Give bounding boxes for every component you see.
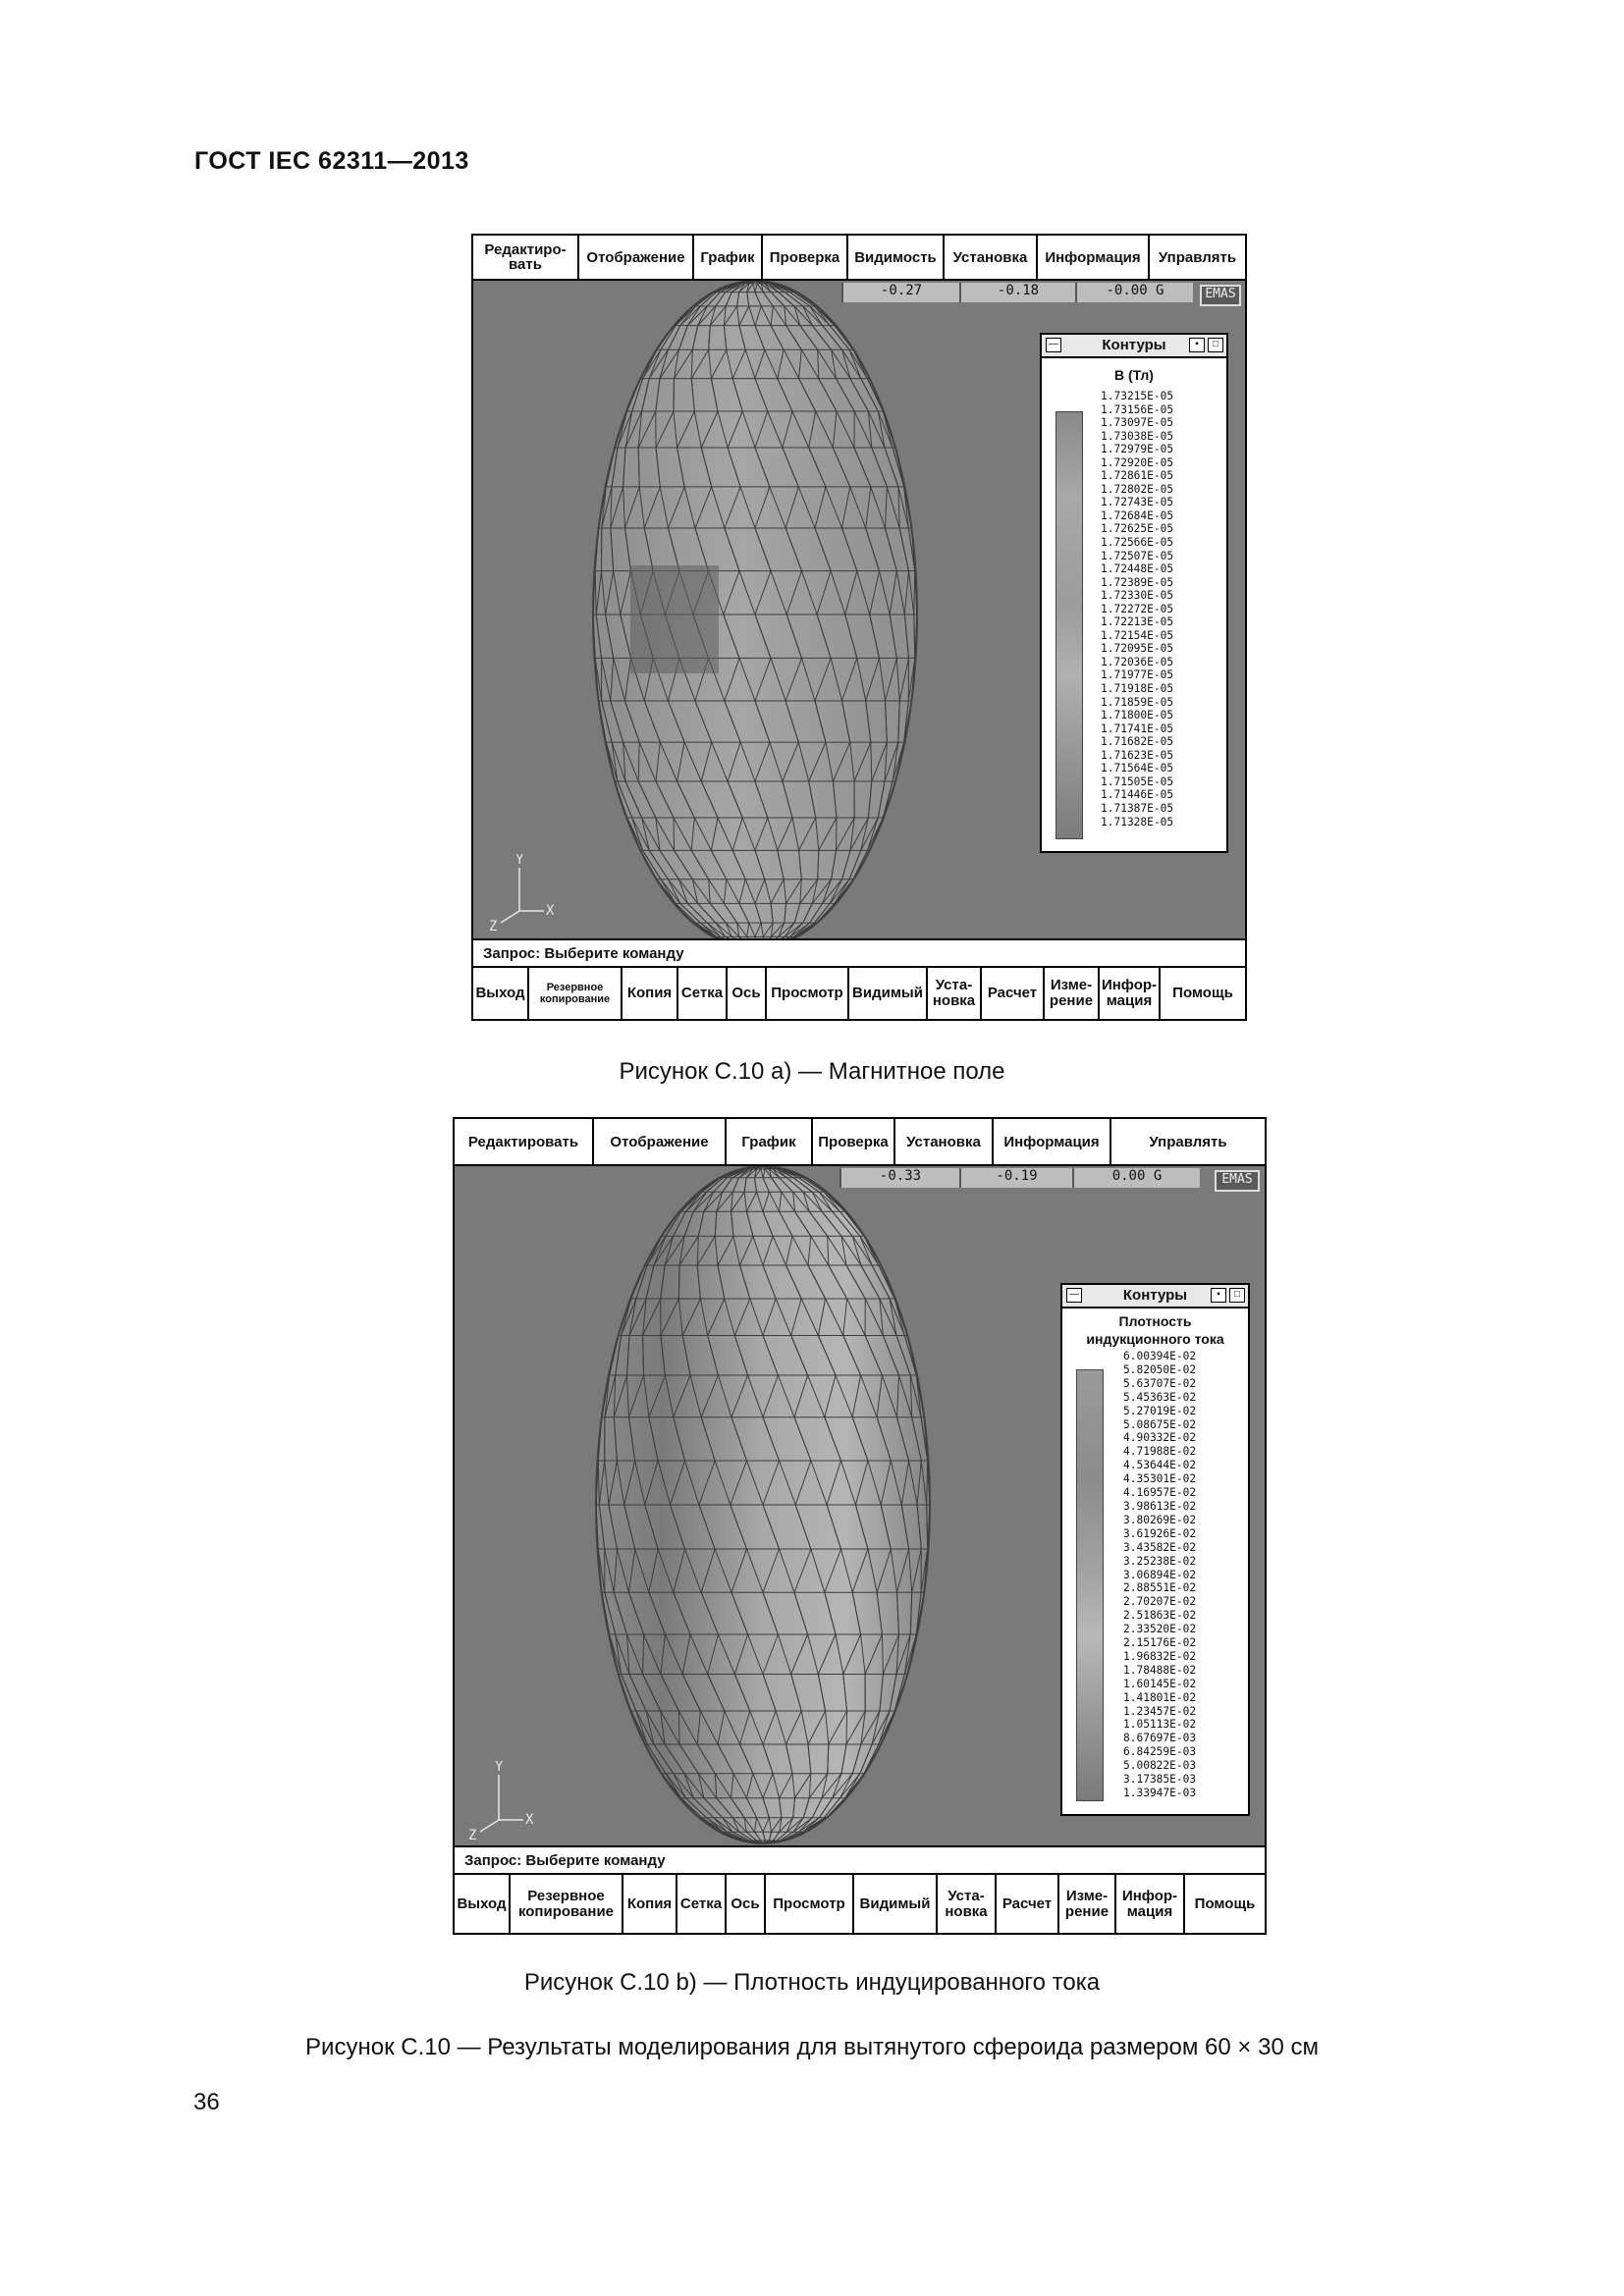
cmd-exit[interactable]: Выход — [473, 968, 529, 1019]
contour-levels-list — [1123, 1350, 1196, 1800]
contour-level: 1.72566E-05 — [1101, 536, 1174, 550]
cmd-axis[interactable]: Ось — [727, 1875, 766, 1933]
contour-level: 5.45363E-02 — [1123, 1390, 1197, 1404]
contour-level: 1.72448E-05 — [1101, 562, 1174, 576]
contours-panel — [1060, 1283, 1250, 1816]
contour-level: 1.71859E-05 — [1101, 695, 1174, 709]
menu-setup[interactable]: Установка — [895, 1119, 994, 1164]
color-scale-bar — [1076, 1369, 1104, 1801]
axis-y-label: Y — [515, 854, 524, 868]
cmd-view[interactable]: Просмотр — [766, 1875, 854, 1933]
restore-icon[interactable]: ▪ — [1189, 338, 1205, 352]
dark-region — [630, 565, 719, 673]
contour-level: 1.72507E-05 — [1101, 549, 1174, 562]
contour-level: 5.63707E-02 — [1123, 1376, 1197, 1390]
axis-x-label: X — [525, 1812, 533, 1828]
contour-level: 4.71988E-02 — [1123, 1445, 1197, 1459]
contour-level: 1.72743E-05 — [1101, 496, 1174, 509]
contour-level: 2.70207E-02 — [1123, 1595, 1197, 1609]
cmd-backup[interactable]: Резервное копирование — [511, 1875, 623, 1933]
command-bar — [473, 968, 1245, 1019]
figure-b-caption: Рисунок С.10 b) — Плотность индуцированного тока — [523, 1969, 1101, 1996]
menu-graph[interactable]: График — [694, 236, 763, 279]
contour-level: 2.33520E-02 — [1123, 1623, 1197, 1636]
contour-level: 1.72861E-05 — [1101, 469, 1174, 483]
contour-level: 3.25238E-02 — [1123, 1554, 1197, 1568]
coordinate-readout — [841, 283, 1193, 302]
emas-logo: EMAS — [1215, 1170, 1260, 1192]
contour-level: 3.17385E-03 — [1123, 1773, 1197, 1787]
menu-information[interactable]: Информация — [994, 1119, 1111, 1164]
contour-level: 3.06894E-02 — [1123, 1568, 1197, 1581]
contour-level: 3.98613E-02 — [1123, 1499, 1197, 1513]
coord-z: -0.00 G — [1075, 283, 1193, 302]
cmd-exit[interactable]: Выход — [455, 1875, 511, 1933]
contour-levels-list — [1101, 390, 1173, 828]
contour-level: 1.71387E-05 — [1101, 801, 1174, 815]
main-figure-caption: Рисунок С.10 — Результаты моделирования для вытянутого сфероида размером 60 × 30 см — [305, 2034, 1319, 2060]
axis-triad — [485, 854, 554, 933]
contour-level: 5.00822E-03 — [1123, 1759, 1197, 1773]
cmd-info[interactable]: Инфор- мация — [1100, 968, 1161, 1019]
contour-level: 1.71623E-05 — [1101, 748, 1174, 762]
contours-quantity-label: Плотность индукционного тока — [1086, 1313, 1224, 1347]
contour-level: 1.72095E-05 — [1101, 642, 1174, 656]
axis-z-label: Z — [468, 1828, 477, 1843]
maximize-icon[interactable]: □ — [1229, 1288, 1245, 1303]
coord-y: -0.18 — [959, 283, 1075, 302]
coord-z: 0.00 G — [1072, 1168, 1200, 1188]
contours-title: Контуры — [1102, 337, 1166, 353]
color-scale-bar — [1056, 411, 1083, 839]
cmd-view[interactable]: Просмотр — [767, 968, 849, 1019]
contour-level: 1.72154E-05 — [1101, 628, 1174, 642]
cmd-measure[interactable]: Изме- рение — [1045, 968, 1100, 1019]
cmd-grid[interactable]: Сетка — [677, 1875, 727, 1933]
figure-b-screenshot — [453, 1117, 1267, 1935]
minimize-icon[interactable]: — — [1046, 338, 1061, 352]
minimize-icon[interactable]: — — [1066, 1288, 1082, 1303]
contour-level: 2.88551E-02 — [1123, 1581, 1197, 1595]
menu-display[interactable]: Отображение — [579, 236, 694, 279]
contour-level: 1.71505E-05 — [1101, 774, 1174, 788]
contours-titlebar — [1062, 1285, 1248, 1308]
menu-visibility[interactable]: Видимость — [848, 236, 945, 279]
figure-a-caption: Рисунок С.10 а) — Магнитное поле — [619, 1058, 1005, 1085]
menu-display[interactable]: Отображение — [594, 1119, 727, 1164]
menu-bar — [473, 236, 1245, 281]
contour-level: 1.71977E-05 — [1101, 668, 1174, 682]
contour-level: 1.72684E-05 — [1101, 508, 1174, 522]
contour-level: 5.08675E-02 — [1123, 1417, 1197, 1431]
contour-level: 1.78488E-02 — [1123, 1663, 1197, 1677]
contour-level: 1.73215E-05 — [1101, 390, 1174, 402]
contour-level: 1.72625E-05 — [1101, 522, 1174, 536]
contour-level: 5.27019E-02 — [1123, 1404, 1197, 1417]
contour-level: 1.73097E-05 — [1101, 416, 1174, 430]
cmd-grid[interactable]: Сетка — [678, 968, 728, 1019]
coord-x: -0.27 — [841, 283, 959, 302]
cmd-setup[interactable]: Уста- новка — [928, 968, 982, 1019]
cmd-calculate[interactable]: Расчет — [982, 968, 1045, 1019]
menu-control[interactable]: Управлять — [1158, 248, 1237, 266]
command-prompt[interactable]: Запрос: Выберите команду — [455, 1845, 1265, 1875]
contour-level: 3.80269E-02 — [1123, 1513, 1197, 1526]
contour-level: 1.41801E-02 — [1123, 1690, 1197, 1704]
menu-edit[interactable]: Редактиро- вать — [473, 236, 579, 279]
figure-a-screenshot — [471, 234, 1247, 1021]
contour-level: 1.96832E-02 — [1123, 1649, 1197, 1663]
cmd-axis[interactable]: Ось — [728, 968, 767, 1019]
menu-edit[interactable]: Редактировать — [455, 1119, 594, 1164]
contour-level: 1.71564E-05 — [1101, 762, 1174, 775]
contour-level: 6.00394E-02 — [1123, 1350, 1197, 1362]
menu-information[interactable]: Информация — [1038, 236, 1150, 279]
cmd-help[interactable]: Помощь — [1194, 1895, 1256, 1912]
cmd-info[interactable]: Инфор- мация — [1116, 1875, 1185, 1933]
emas-logo: EMAS — [1200, 285, 1241, 306]
contour-level: 1.71446E-05 — [1101, 788, 1174, 802]
cmd-help[interactable]: Помощь — [1172, 985, 1233, 1001]
contour-level: 1.72802E-05 — [1101, 482, 1174, 496]
page-number: 36 — [193, 2089, 220, 2115]
contour-level: 5.82050E-02 — [1123, 1362, 1197, 1376]
contour-level: 6.84259E-03 — [1123, 1745, 1197, 1759]
contours-titlebar — [1042, 335, 1226, 358]
command-bar — [455, 1875, 1265, 1933]
contour-level: 1.73038E-05 — [1101, 429, 1174, 443]
contour-level: 4.35301E-02 — [1123, 1472, 1197, 1486]
contour-level: 1.71800E-05 — [1101, 709, 1174, 722]
coordinate-readout — [839, 1168, 1200, 1188]
axis-triad — [464, 1761, 533, 1843]
contours-panel — [1040, 333, 1228, 853]
contour-level: 8.67697E-03 — [1123, 1732, 1197, 1745]
cmd-visible[interactable]: Видимый — [854, 1875, 938, 1933]
contour-level: 1.72036E-05 — [1101, 655, 1174, 668]
menu-check[interactable]: Проверка — [813, 1119, 895, 1164]
cmd-copy[interactable]: Копия — [623, 1875, 677, 1933]
menu-setup[interactable]: Установка — [945, 236, 1038, 279]
contour-level: 1.33947E-03 — [1123, 1787, 1197, 1799]
contour-level: 1.60145E-02 — [1123, 1677, 1197, 1690]
menu-check[interactable]: Проверка — [763, 236, 848, 279]
contour-level: 1.23457E-02 — [1123, 1704, 1197, 1718]
contour-level: 1.71682E-05 — [1101, 735, 1174, 749]
cmd-calculate[interactable]: Расчет — [997, 1875, 1059, 1933]
axis-z-label: Z — [489, 919, 498, 933]
contour-level: 4.53644E-02 — [1123, 1459, 1197, 1472]
contour-level: 3.43582E-02 — [1123, 1540, 1197, 1554]
coord-x: -0.33 — [839, 1168, 959, 1188]
contour-level: 1.72213E-05 — [1101, 615, 1174, 629]
contour-level: 1.72979E-05 — [1101, 443, 1174, 456]
contour-level: 1.71328E-05 — [1101, 815, 1174, 828]
contour-level: 4.90332E-02 — [1123, 1431, 1197, 1445]
contour-level: 4.16957E-02 — [1123, 1486, 1197, 1500]
cmd-backup[interactable]: Резервное копирование — [529, 968, 623, 1019]
cmd-copy[interactable]: Копия — [623, 968, 678, 1019]
contour-level: 2.15176E-02 — [1123, 1636, 1197, 1650]
axis-y-label: Y — [495, 1761, 504, 1775]
axis-x-label: X — [546, 903, 554, 919]
contours-title: Контуры — [1122, 1287, 1188, 1304]
menu-graph[interactable]: График — [727, 1119, 813, 1164]
contour-level: 1.72389E-05 — [1101, 575, 1174, 589]
coord-y: -0.19 — [959, 1168, 1072, 1188]
contours-quantity-label: B (Тл) — [1114, 367, 1154, 383]
contour-level: 1.72330E-05 — [1101, 589, 1174, 603]
cmd-setup[interactable]: Уста- новка — [938, 1875, 997, 1933]
contour-level: 1.72920E-05 — [1101, 455, 1174, 469]
contour-level: 1.71741E-05 — [1101, 721, 1174, 735]
document-header: ГОСТ IEC 62311—2013 — [194, 147, 469, 175]
command-prompt[interactable]: Запрос: Выберите команду — [473, 938, 1245, 968]
contour-level: 1.73156E-05 — [1101, 402, 1174, 416]
maximize-icon[interactable]: □ — [1208, 338, 1223, 352]
contour-level: 1.72272E-05 — [1101, 602, 1174, 615]
contour-level: 2.51863E-02 — [1123, 1609, 1197, 1623]
cmd-measure[interactable]: Изме- рение — [1059, 1875, 1116, 1933]
cmd-visible[interactable]: Видимый — [849, 968, 928, 1019]
contour-level: 1.71918E-05 — [1101, 682, 1174, 696]
menu-control[interactable]: Управлять — [1149, 1133, 1227, 1150]
contour-level: 1.05113E-02 — [1123, 1718, 1197, 1732]
contour-level: 3.61926E-02 — [1123, 1526, 1197, 1540]
menu-bar — [455, 1119, 1265, 1166]
restore-icon[interactable]: ▪ — [1211, 1288, 1226, 1303]
